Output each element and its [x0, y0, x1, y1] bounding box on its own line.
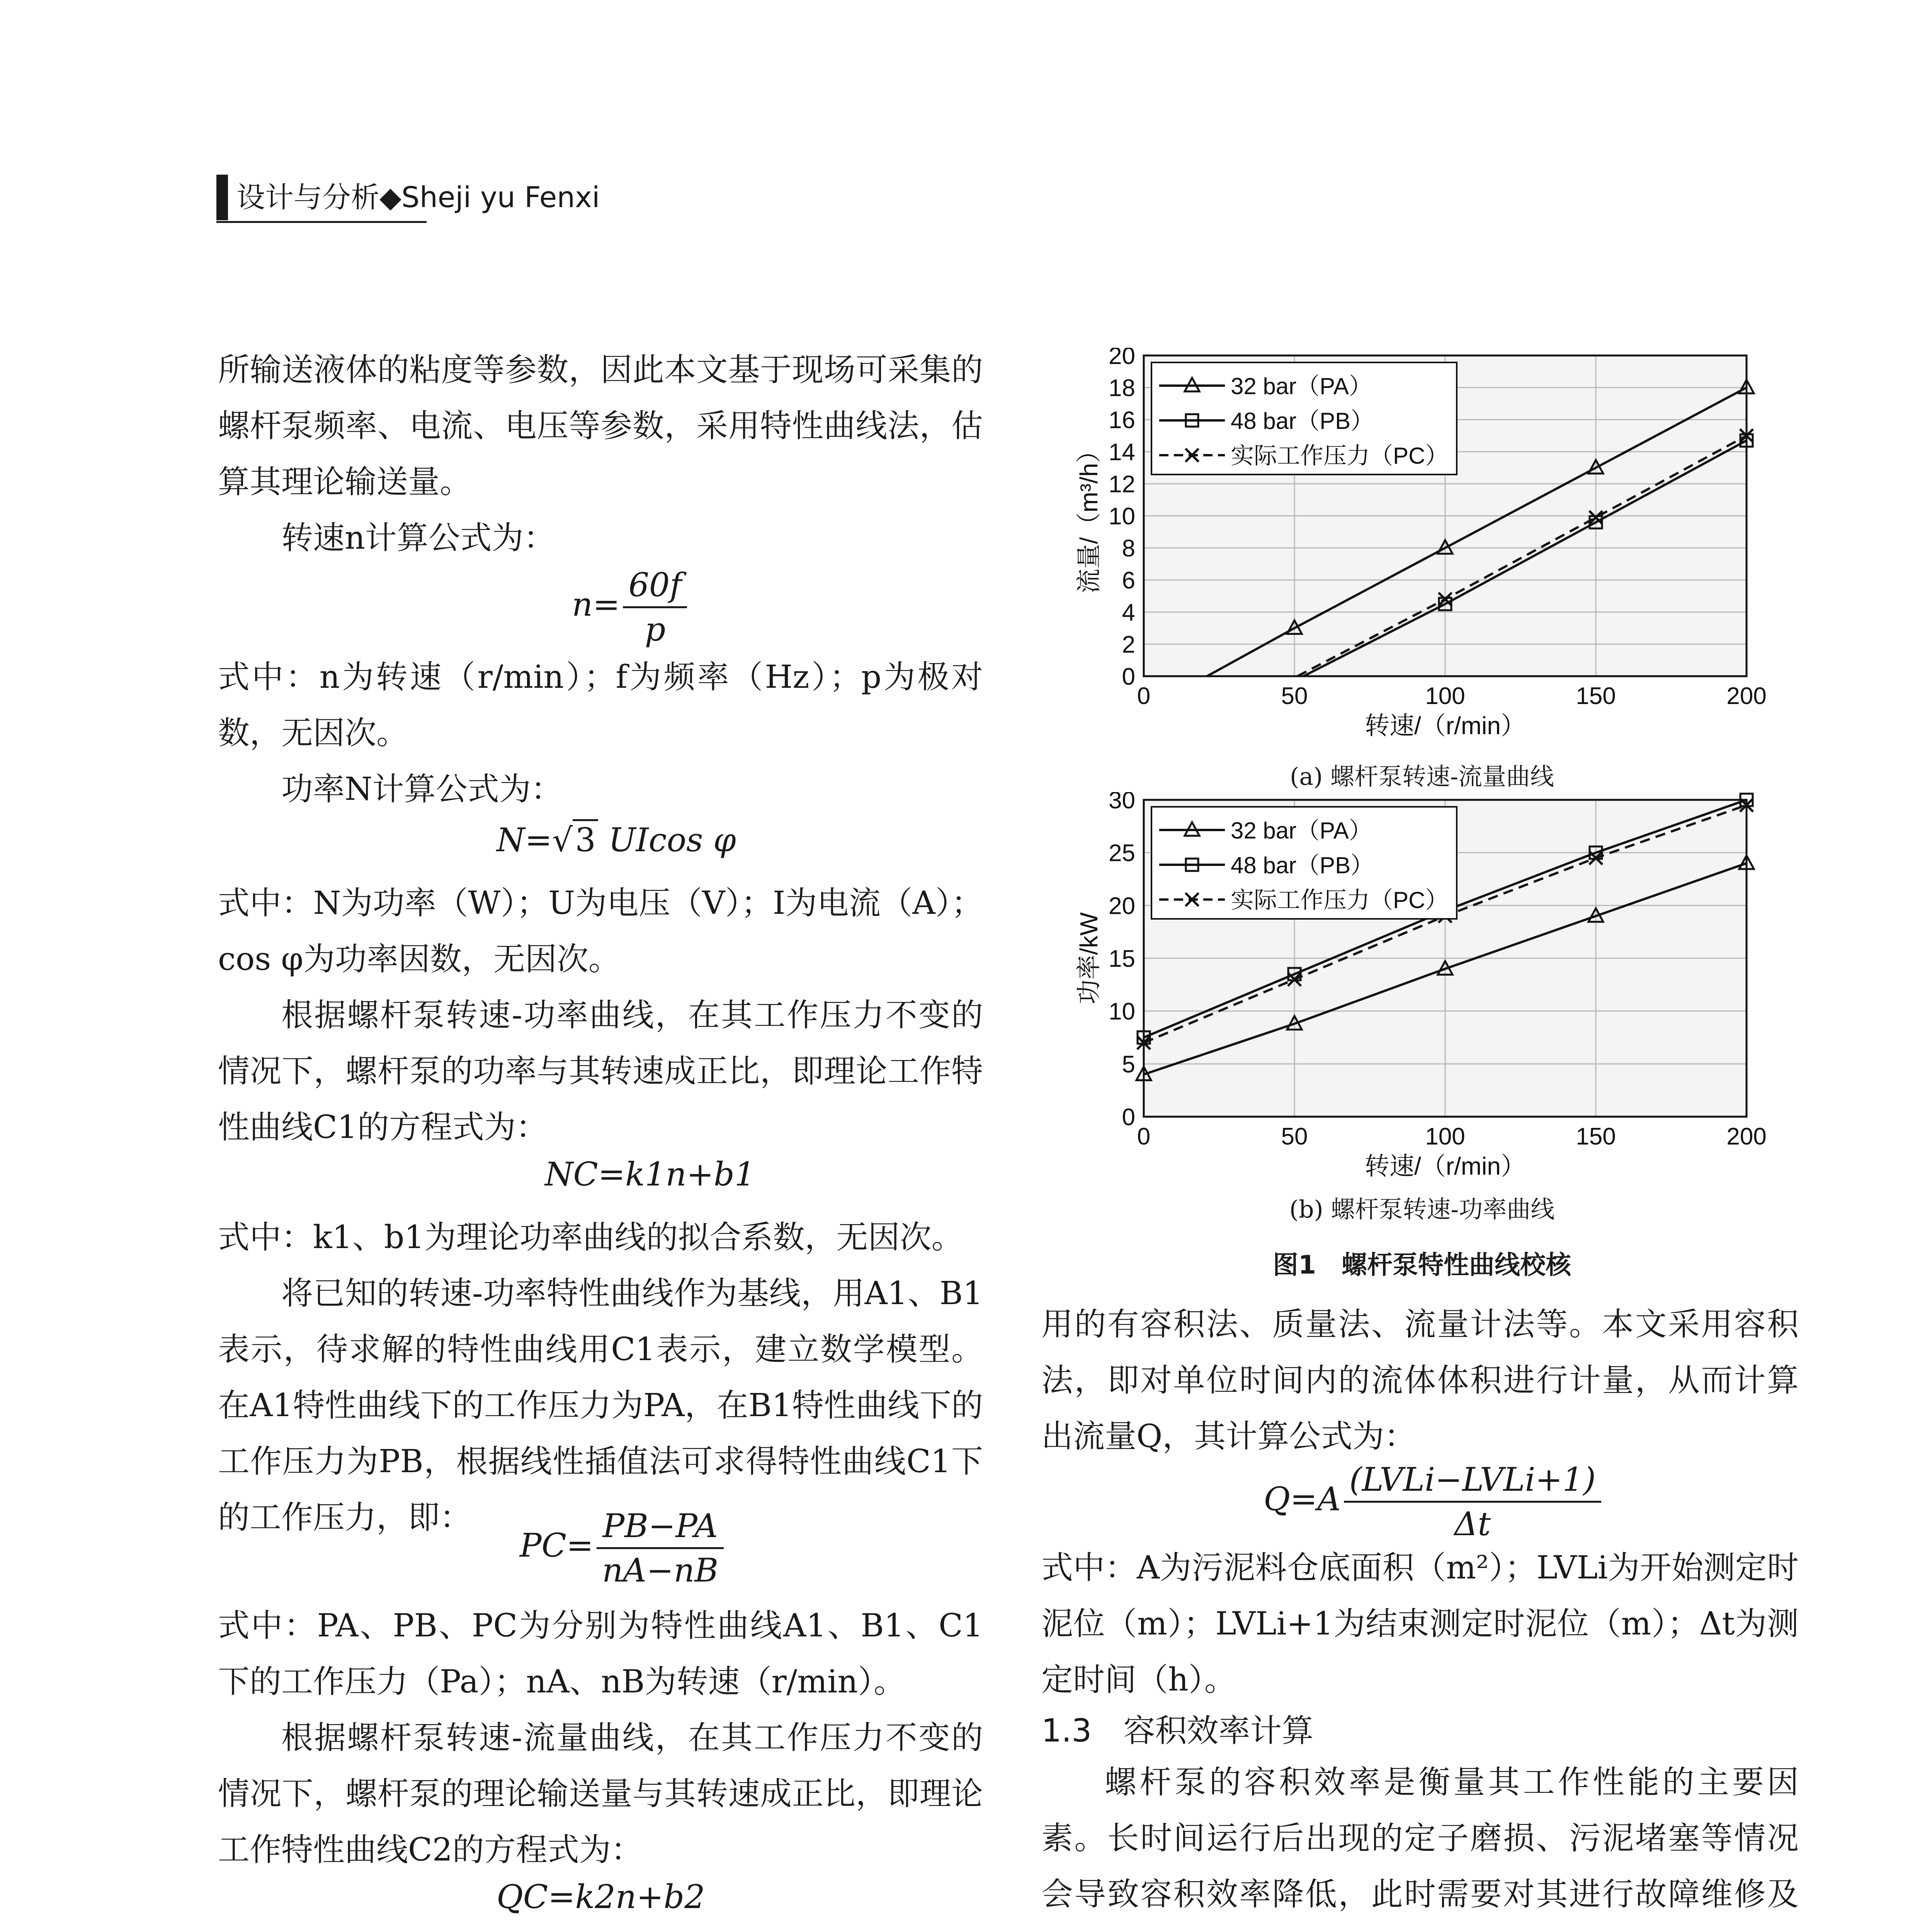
y-tick-label: 14	[1109, 439, 1135, 466]
figure-caption: 图1 螺杆泵特性曲线校核	[1273, 1250, 1571, 1280]
legend-label: 48 bar（PB）	[1231, 408, 1374, 434]
section-heading-1-3: 1.3 容积效率计算	[1041, 1713, 1314, 1749]
legend-label: 48 bar（PB）	[1231, 852, 1374, 878]
y-tick-label: 20	[1109, 893, 1135, 920]
y-tick-label: 2	[1122, 631, 1135, 658]
running-header	[236, 180, 600, 215]
x-tick-label: 150	[1576, 1123, 1616, 1150]
y-tick-label: 25	[1109, 840, 1135, 867]
paragraph: 将已知的转速-功率特性曲线作为基线，用A1、B1表示，待求解的特性曲线用C1表示，建立数学模型。在A1特性曲线下的工作压力为PA，在B1特性曲线下的工作压力为PB，根据线性插值法可求得特性曲线C1下的工作压力，即：	[218, 1275, 983, 1536]
y-tick-label: 4	[1122, 599, 1135, 626]
y-axis-label: 功率/kW	[1075, 912, 1103, 1005]
paragraph: 螺杆泵的容积效率是衡量其工作性能的主要因素。长时间运行后出现的定子磨损、污泥堵塞等情况会导致容积效率降低，此时需要对其进行故障维修及	[1041, 1764, 1799, 1913]
header-title-cn: 设计与分析	[236, 181, 379, 214]
x-tick-label: 50	[1281, 1123, 1308, 1150]
y-tick-label: 5	[1122, 1051, 1135, 1078]
paragraph: 式中：k1、b1为理论功率曲线的拟合系数，无因次。	[218, 1219, 963, 1256]
x-tick-label: 0	[1137, 683, 1151, 709]
x-tick-label: 50	[1281, 683, 1308, 709]
header-title-en: Sheji yu Fenxi	[401, 181, 600, 214]
paragraph: 功率N计算公式为：	[281, 771, 563, 808]
y-tick-label: 18	[1109, 375, 1135, 401]
formula-power: N=√3 UIcos φ	[497, 821, 736, 859]
x-tick-label: 100	[1425, 1123, 1465, 1150]
x-tick-label: 150	[1576, 683, 1616, 709]
x-axis-label: 转速/（r/min）	[1365, 1152, 1526, 1180]
paragraph: 式中：A为污泥料仓底面积（m²）；LVLi为开始测定时泥位（m）；LVLi+1为结束测定时泥位（m）；Δt为测定时间（h）。	[1041, 1549, 1799, 1698]
chart-power	[1043, 792, 1785, 1209]
paragraph: 用的有容积法、质量法、流量计法等。本文采用容积法，即对单位时间内的流体体积进行计量，从而计算出流量Q，其计算公式为：	[1041, 1306, 1799, 1455]
formula-qc: QC=k2n+b2	[497, 1878, 705, 1916]
y-axis-label: 流量/（m³/h）	[1075, 438, 1103, 594]
y-tick-label: 20	[1109, 348, 1135, 369]
legend-label: 32 bar（PA）	[1231, 373, 1372, 399]
paragraph: 所输送液体的粘度等参数，因此本文基于现场可采集的螺杆泵频率、电流、电压等参数，采用特性曲线法，估算其理论输送量。	[218, 352, 983, 500]
y-tick-label: 0	[1122, 663, 1135, 690]
formula-nc: NC=k1n+b1	[545, 1155, 755, 1193]
y-tick-label: 8	[1122, 535, 1135, 562]
y-tick-label: 30	[1109, 792, 1135, 814]
legend-label: 实际工作压力（PC）	[1231, 887, 1449, 913]
paragraph: 转速n计算公式为：	[281, 520, 555, 556]
formula-volume: Q=A $\frac{\text{(LVLi−LVLi+1)}}{\Delta t}$	[1264, 1461, 1604, 1543]
x-tick-label: 100	[1425, 683, 1465, 709]
y-tick-label: 6	[1122, 567, 1135, 594]
diamond-icon: ◆	[379, 181, 401, 214]
y-tick-label: 10	[1109, 998, 1135, 1025]
x-tick-label: 200	[1726, 683, 1767, 709]
y-tick-label: 12	[1109, 471, 1135, 498]
chart-flow	[1043, 348, 1785, 781]
paragraph: 根据螺杆泵转速-流量曲线，在其工作压力不变的情况下，螺杆泵的理论输送量与其转速成正比，即理论工作特性曲线C2的方程式为：	[218, 1719, 983, 1868]
paragraph: 式中：PA、PB、PC为分别为特性曲线A1、B1、C1下的工作压力（Pa）；nA、nB为转速（r/min）。	[218, 1607, 983, 1700]
paragraph: 式中：n为转速（r/min）；f为频率（Hz）；p为极对数，无因次。	[218, 659, 983, 752]
y-tick-label: 10	[1109, 503, 1135, 530]
formula-pc: PC= $\frac{PB-PA}{nA-nB}$	[520, 1507, 727, 1589]
formula-speed: n= $\frac{60f}{p}$	[572, 566, 690, 648]
x-axis-label: 转速/（r/min）	[1365, 712, 1526, 740]
y-tick-label: 15	[1109, 946, 1135, 972]
header-bar-mark	[216, 175, 228, 220]
y-tick-label: 0	[1122, 1104, 1135, 1131]
x-tick-label: 0	[1137, 1123, 1151, 1150]
paragraph	[218, 1930, 983, 1932]
y-tick-label: 16	[1109, 407, 1135, 434]
header-rule	[216, 221, 427, 223]
x-tick-label: 200	[1726, 1123, 1767, 1150]
chart-b-caption: (b) 螺杆泵转速-功率曲线	[1289, 1195, 1555, 1223]
legend-label: 实际工作压力（PC）	[1231, 443, 1449, 469]
paragraph: 式中：N为功率（W）；U为电压（V）；I为电流（A）；cos φ为功率因数，无因次。	[218, 885, 983, 978]
legend-label: 32 bar（PA）	[1231, 818, 1372, 844]
chart-a-caption: (a) 螺杆泵转速-流量曲线	[1290, 762, 1554, 791]
paragraph: 根据螺杆泵转速-功率曲线，在其工作压力不变的情况下，螺杆泵的功率与其转速成正比，即理论工作特性曲线C1的方程式为：	[218, 997, 983, 1146]
